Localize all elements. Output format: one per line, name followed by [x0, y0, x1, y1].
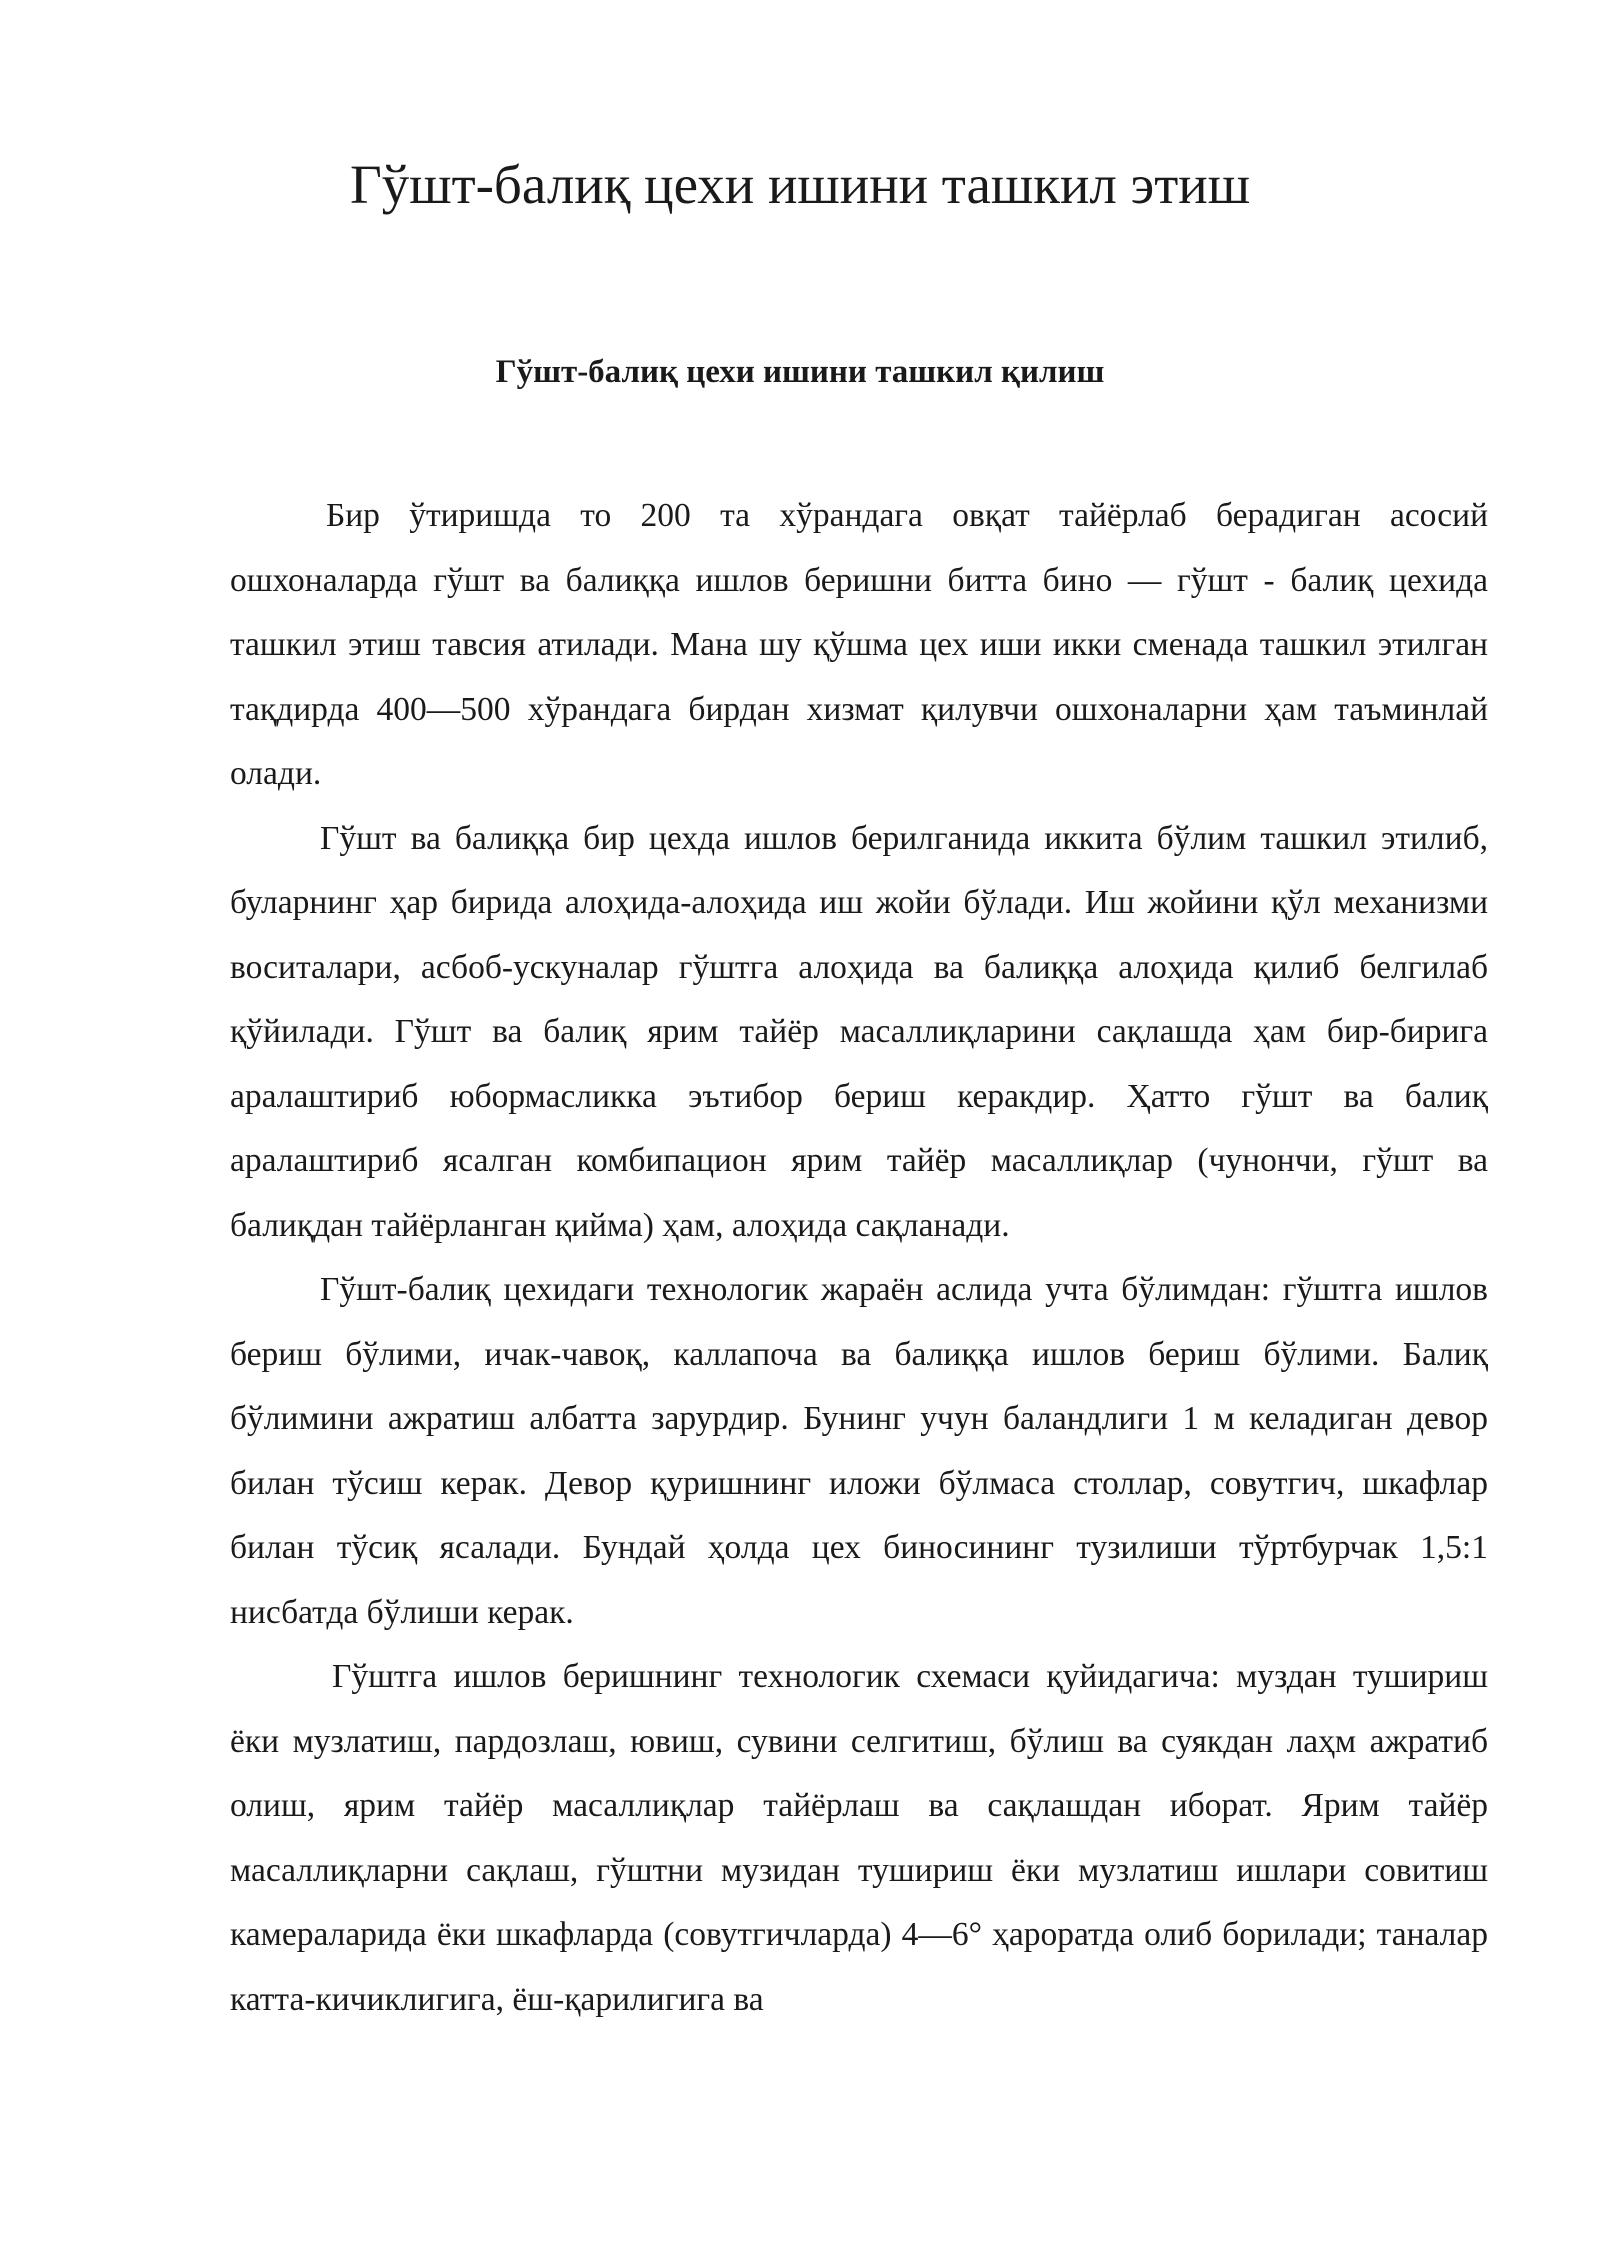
- document-body: [230, 484, 1488, 2032]
- paragraph: Гўштга ишлов беришнинг технологик схемаси қуйидагича: муздан тушириш ёки музлатиш, пардозлаш, ювиш, сувини селгитиш, бўлиш ва суякдан лаҳм ажратиб олиш, ярим тайёр масаллиқлар тайёрлаш ва сақлашдан иборат. Ярим тайёр масаллиқларни сақлаш, гўштни музидан тушириш ёки музлатиш ишлари совитиш камераларида ёки шкафларда (совутгичларда) 4—6° ҳароратда олиб борилади; таналар катта-кичиклигига, ёш-қарилигига ва: [230, 1658, 1488, 2018]
- paragraph: Гўшт ва балиққа бир цехда ишлов берилганида иккита бўлим ташкил этилиб, буларнинг ҳар бирида алоҳида-алоҳида иш жойи бўлади. Иш жойини қўл механизми воситалари, асбоб-ускуналар гўштга алоҳида ва балиққа алоҳида қилиб белгилаб қўйилади. Гўшт ва балиқ ярим тайёр масаллиқларини сақлашда ҳам бир-бирига аралаштириб юбормасликка эътибор бериш керакдир. Ҳатто гўшт ва балиқ аралаштириб ясалган комбипацион ярим тайёр масаллиқлар (чунончи, гўшт ва балиқдан тайёрланган қийма) ҳам, алоҳида сақланади.: [230, 819, 1488, 1244]
- paragraph: Гўшт-балиқ цехидаги технологик жараён аслида учта бўлимдан: гўштга ишлов бериш бўлими, ичак-чавоқ, каллапоча ва балиққа ишлов бериш бўлими. Балиқ бўлимини ажратиш албатта зарурдир. Бунинг учун баландлиги 1 м келадиган девор билан тўсиш керак. Девор қуришнинг иложи бўлмаса столлар, совутгич, шкафлар билан тўсиқ ясалади. Бундай ҳолда цех биносининг тузилиши тўртбурчак 1,5:1 нисбатда бўлиши керак.: [230, 1271, 1488, 1631]
- section-heading: Гўшт-балиқ цехи ишини ташкил қилиш: [495, 354, 1105, 390]
- paragraph: Бир ўтиришда то 200 та хўрандага овқат тайёрлаб берадиган асосий ошхоналарда гўшт ва балиққа ишлов беришни битта бино — гўшт - балиқ цехида ташкил этиш тавсия атилади. Мана шу қўшма цех иши икки сменада ташкил этилган тақдирда 400—500 хўрандага бирдан хизмат қилувчи ошхоналарни ҳам таъминлай олади.: [230, 497, 1488, 792]
- document-title: Гўшт-балиқ цехи ишини ташкил этиш: [349, 154, 1251, 215]
